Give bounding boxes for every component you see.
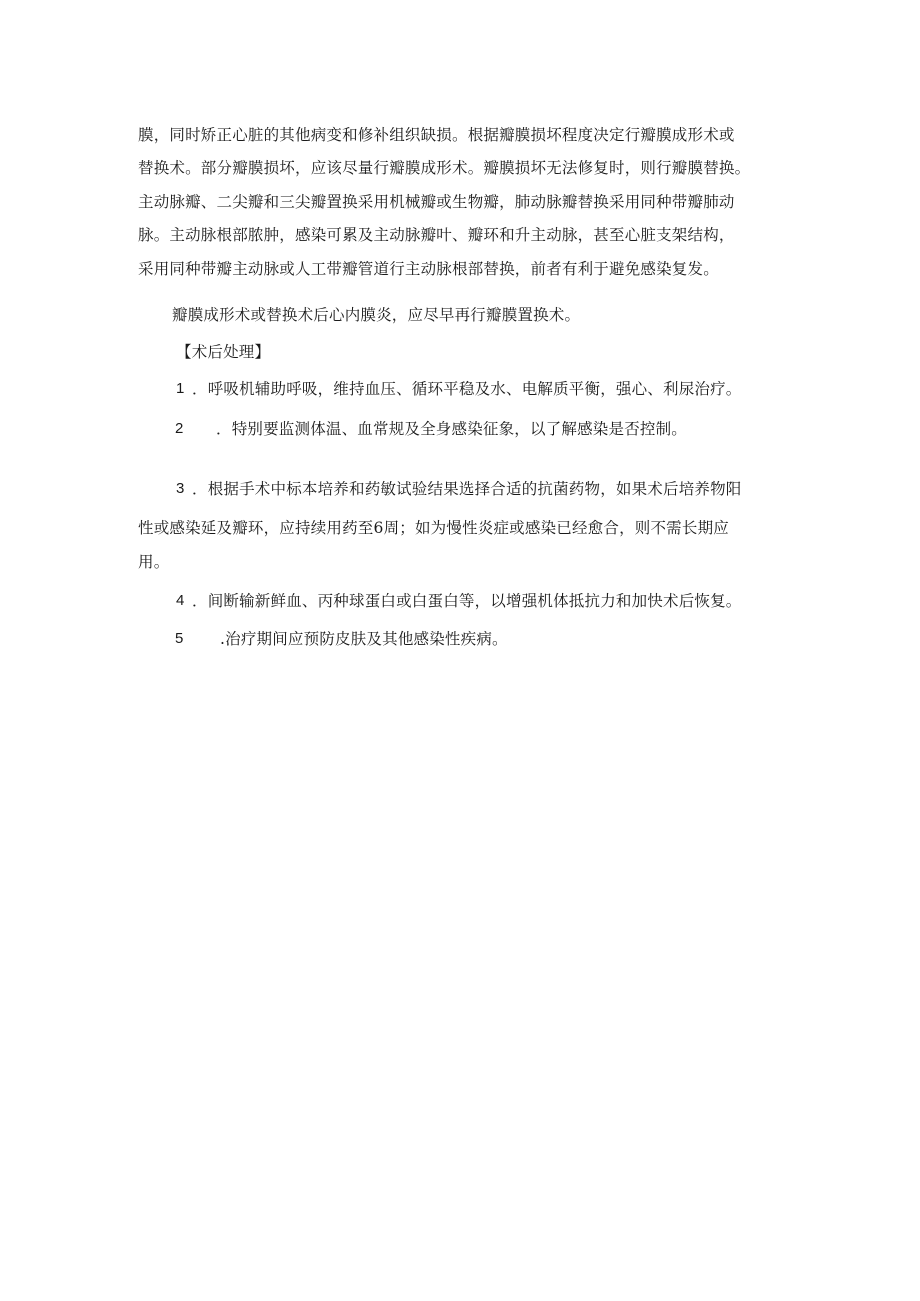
list-item-number: 4 bbox=[176, 592, 185, 609]
list-item-text: ．根据手术中标本培养和药敏试验结果选择合适的抗菌药物，如果术后培养物阳 bbox=[192, 480, 742, 498]
paragraph-line: 膜，同时矫正心脏的其他病变和修补组织缺损。根据瓣膜损坏程度决定行瓣膜成形术或 bbox=[138, 126, 735, 144]
list-item-number: 3 bbox=[176, 480, 185, 497]
list-item-text: 性或感染延及瓣环，应持续用药至6周；如为慢性炎症或感染已经愈合，则不需长期应 bbox=[138, 519, 729, 537]
section-heading: 【术后处理】 bbox=[176, 343, 271, 361]
list-item-number: 5 bbox=[175, 630, 184, 647]
list-item-text: ．特别要监测体温、血常规及全身感染征象，以了解感染是否控制。 bbox=[216, 420, 688, 438]
list-item-number: 1 bbox=[176, 380, 185, 397]
paragraph-line: 主动脉瓣、二尖瓣和三尖瓣置换采用机械瓣或生物瓣，肺动脉瓣替换采用同种带瓣肺动 bbox=[138, 193, 735, 211]
list-item-text: ．呼吸机辅助呼吸，维持血压、循环平稳及水、电解质平衡，强心、利尿治疗。 bbox=[192, 380, 742, 398]
list-item-text: .治疗期间应预防皮肤及其他感染性疾病。 bbox=[220, 630, 508, 648]
paragraph-line: 采用同种带瓣主动脉或人工带瓣管道行主动脉根部替换，前者有利于避免感染复发。 bbox=[138, 260, 719, 278]
paragraph-line: 瓣膜成形术或替换术后心内膜炎，应尽早再行瓣膜置换术。 bbox=[172, 306, 581, 324]
paragraph-line: 脉。主动脉根部脓肿，感染可累及主动脉瓣叶、瓣环和升主动脉，甚至心脏支架结构， bbox=[138, 226, 735, 244]
list-item-number: 2 bbox=[175, 420, 184, 437]
paragraph-line: 替换术。部分瓣膜损坏，应该尽量行瓣膜成形术。瓣膜损坏无法修复时，则行瓣膜替换。 bbox=[138, 159, 751, 177]
list-item-text: 用。 bbox=[138, 553, 170, 571]
list-item-text: ．间断输新鲜血、丙种球蛋白或白蛋白等，以增强机体抵抗力和加快术后恢复。 bbox=[192, 592, 742, 610]
